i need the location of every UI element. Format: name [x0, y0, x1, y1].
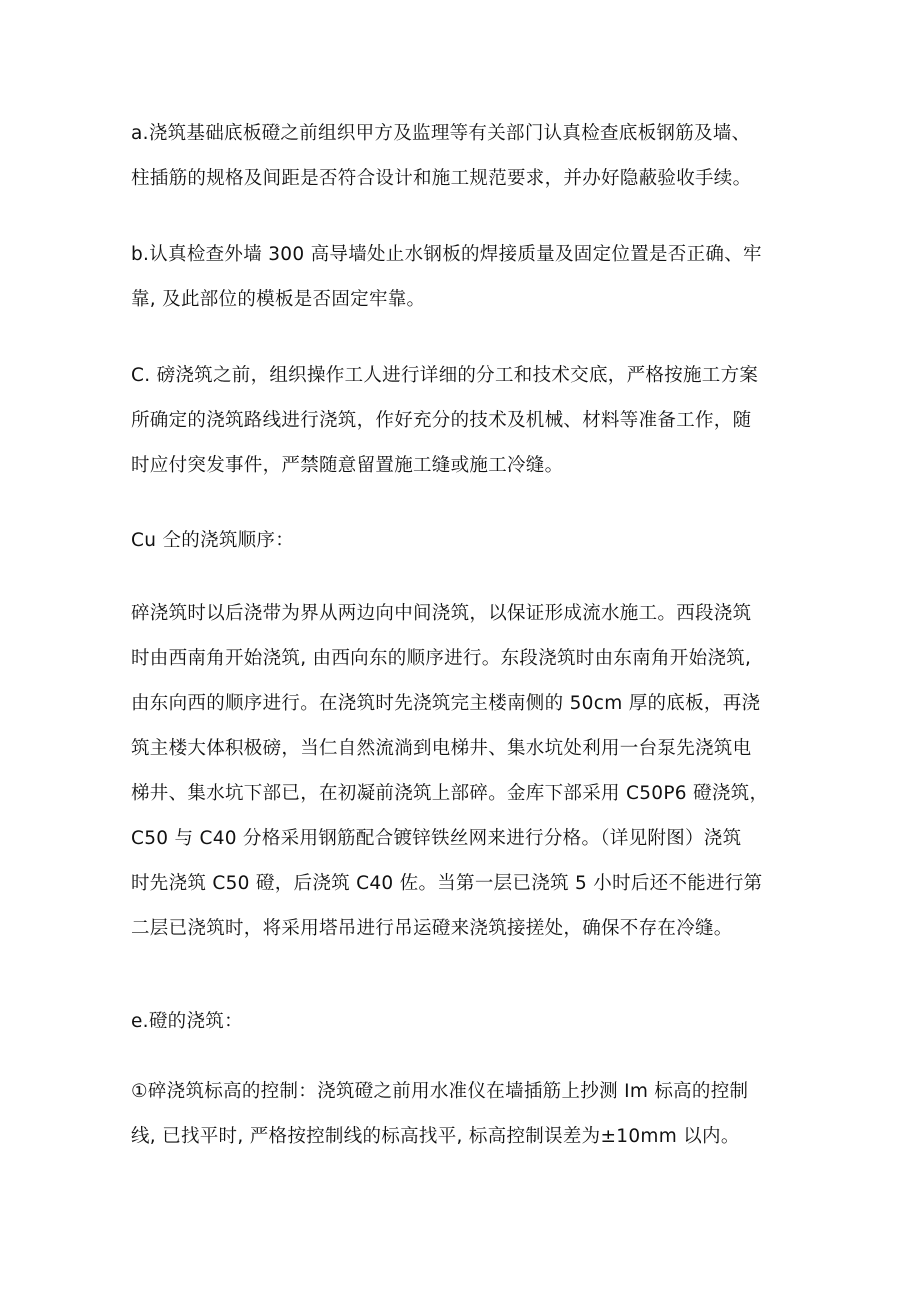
text-line: 筑主楼大体积极磅，当仁自然流淌到电梯井、集水坑处利用一台泵先浇筑电: [131, 738, 752, 759]
text-line: 时由西南角开始浇筑, 由西向东的顺序进行。东段浇筑时由东南角开始浇筑,: [131, 648, 752, 669]
text-line: 由东向西的顺序进行。在浇筑时先浇筑完主楼南侧的 50cm 厚的底板，再浇: [131, 693, 761, 714]
text-line: 二层已浇筑时，将采用塔吊进行吊运磴来浇筑接搓处，确保不存在冷缝。: [131, 918, 733, 939]
text-line: e.磴的浇筑：: [131, 1011, 243, 1032]
text-line: 碎浇筑时以后浇带为界从两边向中间浇筑，以保证形成流水施工。西段浇筑: [131, 603, 752, 624]
text-line: 梯井、集水坑下部已，在初凝前浇筑上部碎。金库下部采用 C50P6 磴浇筑，: [131, 783, 769, 804]
paragraph-e-body: [131, 1069, 801, 1159]
text-line: 线, 已找平时, 严格按控制线的标高找平, 标高控制误差为±10mm 以内。: [131, 1126, 740, 1147]
text-line: C50 与 C40 分格采用钢筋配合镀锌铁丝网来进行分格。（详见附图）浇筑: [131, 828, 742, 849]
paragraph-d-body: [131, 591, 801, 951]
paragraph-b: [131, 232, 801, 322]
paragraph-a: [131, 111, 801, 201]
text-line: 时先浇筑 C50 磴，后浇筑 C40 佐。当第一层已浇筑 5 小时后还不能进行第: [131, 873, 763, 894]
text-line: 时应付突发事件，严禁随意留置施工缝或施工冷缝。: [131, 455, 564, 476]
paragraph-c: [131, 353, 801, 488]
text-line: 靠, 及此部位的模板是否固定牢靠。: [131, 289, 426, 310]
text-line: C. 磅浇筑之前，组织操作工人进行详细的分工和技术交底，严格按施工方案: [131, 365, 759, 386]
text-line: a.浇筑基础底板磴之前组织甲方及监理等有关部门认真检查底板钢筋及墙、: [131, 123, 751, 144]
text-line: Cu 仝的浇筑顺序：: [131, 530, 295, 551]
text-line: 所确定的浇筑路线进行浇筑，作好充分的技术及机械、材料等准备工作，随: [131, 410, 752, 431]
paragraph-e-heading: [131, 999, 801, 1044]
text-line: 柱插筋的规格及间距是否符合设计和施工规范要求，并办好隐蔽验收手续。: [131, 168, 752, 189]
paragraph-d-heading: [131, 518, 801, 563]
text-line: b.认真检查外墙 300 高导墙处止水钢板的焊接质量及固定位置是否正确、牢: [131, 244, 762, 265]
text-line: ①碎浇筑标高的控制：浇筑磴之前用水准仪在墙插筋上抄测 Im 标高的控制: [131, 1081, 749, 1102]
